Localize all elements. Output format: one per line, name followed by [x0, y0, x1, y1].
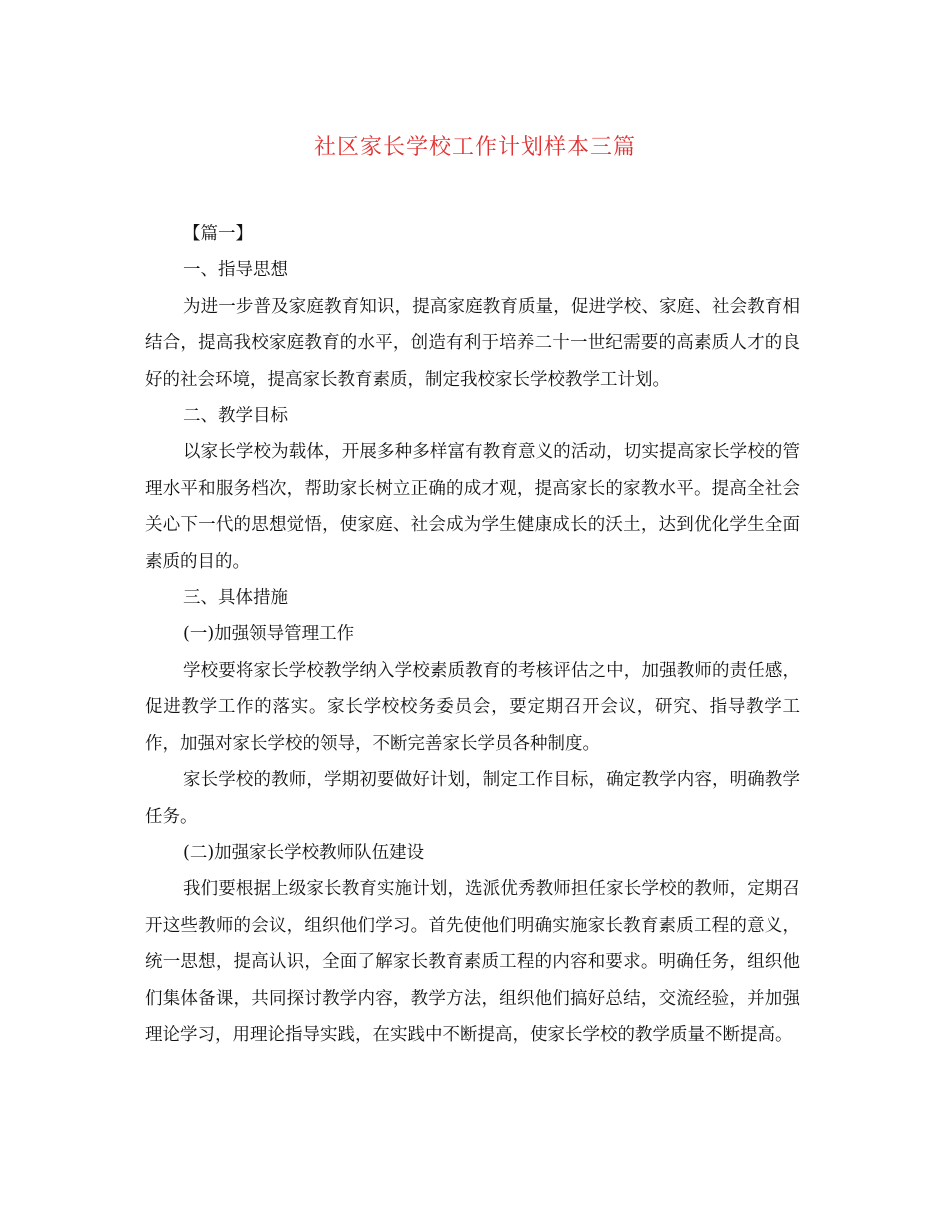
- paragraph: 以家长学校为载体，开展多种多样富有教育意义的活动，切实提高家长学校的管理水平和服务档次，帮助家长树立正确的成才观，提高家长的家教水平。提高全社会关心下一代的思想觉悟，使家庭、社会成为学生健康成长的沃土，达到优化学生全面素质的目的。: [145, 442, 800, 572]
- heading-specific-measures: 三、具体措施: [183, 588, 288, 609]
- section-label: 【篇一】: [183, 224, 253, 244]
- document-body: [145, 216, 800, 1053]
- subheading-leadership: (一)加强领导管理工作: [183, 624, 355, 645]
- paragraph: 我们要根据上级家长教育实施计划，选派优秀教师担任家长学校的教师，定期召开这些教师的会议，组织他们学习。首先使他们明确实施家长教育素质工程的意义，统一思想，提高认识，全面了解家长教育素质工程的内容和要求。明确任务，组织他们集体备课，共同探讨教学内容，教学方法，组织他们搞好总结，交流经验，并加强理论学习，用理论指导实践，在实践中不断提高，使家长学校的教学质量不断提高。: [145, 879, 800, 1045]
- paragraph: 为进一步普及家庭教育知识，提高家庭教育质量，促进学校、家庭、社会教育相结合，提高我校家庭教育的水平，创造有利于培养二十一世纪需要的高素质人才的良好的社会环境，提高家长教育素质，制定我校家长学校教学工计划。: [145, 296, 800, 390]
- heading-guiding-ideology: 一、指导思想: [183, 260, 288, 281]
- subheading-teacher-team: (二)加强家长学校教师队伍建设: [183, 842, 425, 863]
- heading-teaching-goals: 二、教学目标: [183, 406, 288, 427]
- paragraph: 学校要将家长学校教学纳入学校素质教育的考核评估之中，加强教师的责任感，促进教学工作的落实。家长学校校务委员会，要定期召开会议，研究、指导教学工作，加强对家长学校的领导，不断完善家长学员各种制度。: [145, 660, 800, 754]
- paragraph: 家长学校的教师，学期初要做好计划，制定工作目标，确定教学内容，明确教学任务。: [145, 770, 800, 827]
- document-title: 社区家长学校工作计划样本三篇: [313, 135, 636, 160]
